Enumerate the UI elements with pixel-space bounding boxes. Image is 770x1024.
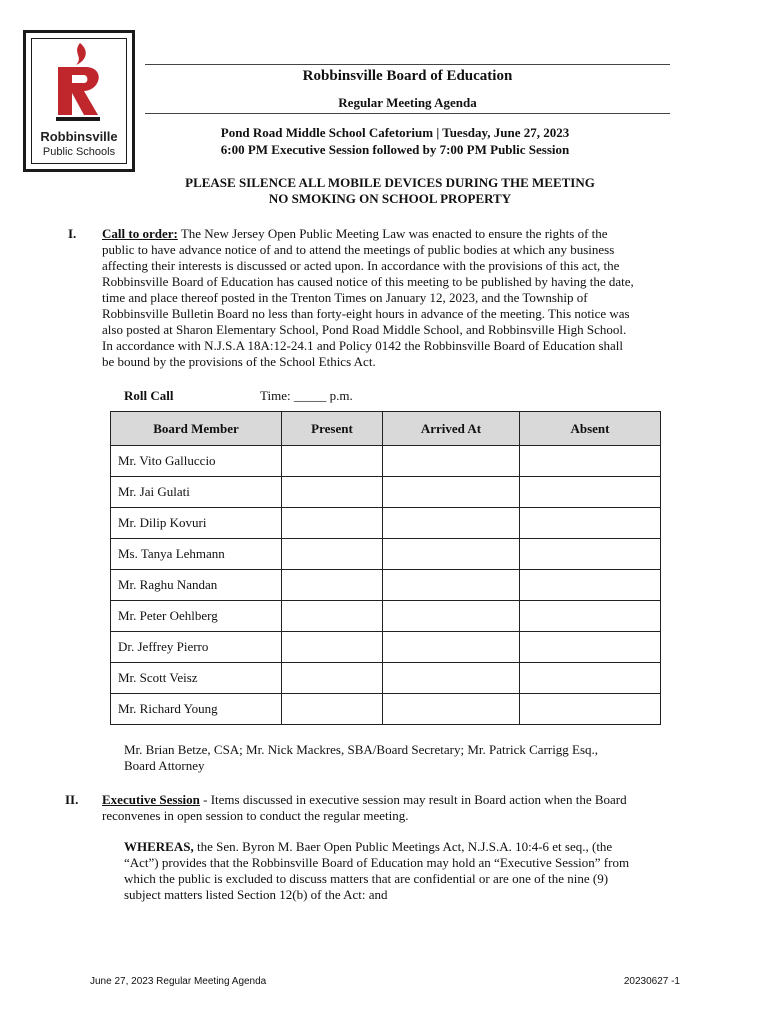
document-subtitle: Regular Meeting Agenda <box>338 95 477 110</box>
present-cell <box>282 539 383 570</box>
arrived-at-cell <box>383 694 520 725</box>
footer-page-id: 20230627 -1 <box>623 976 680 987</box>
present-cell <box>282 601 383 632</box>
section-1-numeral: I. <box>68 226 77 241</box>
roll-call-time: Time: _____ p.m. <box>260 388 353 403</box>
section-2-heading: Executive Session <box>102 792 200 807</box>
table-row <box>111 601 661 632</box>
roll-call-label: Roll Call <box>124 388 174 403</box>
whereas-paragraph <box>124 839 674 903</box>
district-logo <box>23 30 135 172</box>
whereas-line: WHEREAS, the Sen. Byron M. Baer Open Public Meetings Act, N.J.S.A. 10:4-6 et seq., (the <box>124 839 613 854</box>
table-row <box>111 632 661 663</box>
section-2-line: reconvenes in open session to conduct the regular meeting. <box>102 808 409 823</box>
meeting-location-date: Pond Road Middle School Cafetorium | Tuesday, June 27, 2023 <box>220 125 570 140</box>
present-cell <box>282 570 383 601</box>
absent-cell <box>520 694 661 725</box>
section-1-line: In accordance with N.J.S.A 18A:12-24.1 and Policy 0142 the Robbinsville Board of Education shall <box>102 338 623 353</box>
footer-left: June 27, 2023 Regular Meeting Agenda <box>90 976 267 987</box>
section-1-heading: Call to order: <box>102 226 178 241</box>
section-1-line: affecting their interests is discussed or acted upon. In accordance with the provisions of this act, the <box>102 258 620 273</box>
table-row <box>111 539 661 570</box>
member-name: Mr. Peter Oehlberg <box>111 601 282 632</box>
member-name: Dr. Jeffrey Pierro <box>111 632 282 663</box>
section-1-line: Robbinsville Board of Education has caused notice of this meeting to be published by having the date, <box>102 274 634 289</box>
section-1-line: be bound by the provisions of the School Ethics Act. <box>102 354 376 369</box>
table-row <box>111 663 661 694</box>
member-name: Mr. Vito Galluccio <box>111 446 282 477</box>
staff-present <box>124 742 664 774</box>
header-rule-bottom <box>145 113 670 114</box>
present-cell <box>282 632 383 663</box>
absent-cell <box>520 508 661 539</box>
arrived-at-cell <box>383 539 520 570</box>
document-title: Robbinsville Board of Education <box>302 68 513 84</box>
arrived-at-cell <box>383 508 520 539</box>
table-row <box>111 570 661 601</box>
column-header-arrived-at: Arrived At <box>383 412 520 446</box>
section-1-line: time and place thereof posted in the Trenton Times on January 12, 2023, and the Township of <box>102 290 588 305</box>
table-row <box>111 694 661 725</box>
header-rule-top <box>145 64 670 65</box>
member-name: Mr. Dilip Kovuri <box>111 508 282 539</box>
present-cell <box>282 508 383 539</box>
present-cell <box>282 663 383 694</box>
section-1-text <box>102 226 672 370</box>
whereas-line: subject matters listed Section 12(b) of the Act: and <box>124 887 388 902</box>
column-header-absent: Absent <box>520 412 661 446</box>
section-2-text <box>102 792 672 824</box>
member-name: Ms. Tanya Lehmann <box>111 539 282 570</box>
absent-cell <box>520 477 661 508</box>
logo-subtitle: Public Schools <box>42 146 116 158</box>
section-1-line: Call to order: The New Jersey Open Public Meeting Law was enacted to ensure the rights of the <box>102 226 608 241</box>
section-2-numeral: II. <box>65 792 79 807</box>
table-row <box>111 477 661 508</box>
column-header-present: Present <box>282 412 383 446</box>
column-header-board-member: Board Member <box>111 412 282 446</box>
present-cell <box>282 477 383 508</box>
absent-cell <box>520 539 661 570</box>
whereas-line: “Act”) provides that the Robbinsville Board of Education may hold an “Executive Session” from <box>124 855 630 870</box>
absent-cell <box>520 570 661 601</box>
member-name: Mr. Raghu Nandan <box>111 570 282 601</box>
table-row <box>111 446 661 477</box>
table-header-row <box>111 412 661 446</box>
staff-line: Board Attorney <box>124 758 205 773</box>
absent-cell <box>520 663 661 694</box>
section-1-line: also posted at Sharon Elementary School, Pond Road Middle School, and Robbinsville High School. <box>102 322 627 337</box>
whereas-lead: WHEREAS, <box>124 839 194 854</box>
notice-smoking: NO SMOKING ON SCHOOL PROPERTY <box>268 191 512 206</box>
absent-cell <box>520 601 661 632</box>
section-1-line: public to have advance notice of and to attend the meetings of public bodies at which any business <box>102 242 615 257</box>
whereas-line: which the public is excluded to discuss matters that are confidential or are one of the nine (9) <box>124 871 609 886</box>
absent-cell <box>520 446 661 477</box>
roll-call-table <box>110 411 661 725</box>
member-name: Mr. Richard Young <box>111 694 282 725</box>
arrived-at-cell <box>383 601 520 632</box>
member-name: Mr. Scott Veisz <box>111 663 282 694</box>
arrived-at-cell <box>383 632 520 663</box>
arrived-at-cell <box>383 477 520 508</box>
logo-name: Robbinsville <box>40 129 118 144</box>
section-1-line: Robbinsville Bulletin Board no less than forty-eight hours in advance of the meeting. This notice was <box>102 306 630 321</box>
notice-silence: PLEASE SILENCE ALL MOBILE DEVICES DURING THE MEETING <box>185 175 595 190</box>
arrived-at-cell <box>383 446 520 477</box>
staff-line: Mr. Brian Betze, CSA; Mr. Nick Mackres, SBA/Board Secretary; Mr. Patrick Carrigg Esq., <box>124 742 599 757</box>
section-2-line: Executive Session - Items discussed in executive session may result in Board action when the Board <box>102 792 627 807</box>
torch-r-icon <box>50 41 106 121</box>
member-name: Mr. Jai Gulati <box>111 477 282 508</box>
present-cell <box>282 694 383 725</box>
arrived-at-cell <box>383 570 520 601</box>
present-cell <box>282 446 383 477</box>
table-row <box>111 508 661 539</box>
arrived-at-cell <box>383 663 520 694</box>
meeting-session-times: 6:00 PM Executive Session followed by 7:00 PM Public Session <box>220 142 570 157</box>
absent-cell <box>520 632 661 663</box>
